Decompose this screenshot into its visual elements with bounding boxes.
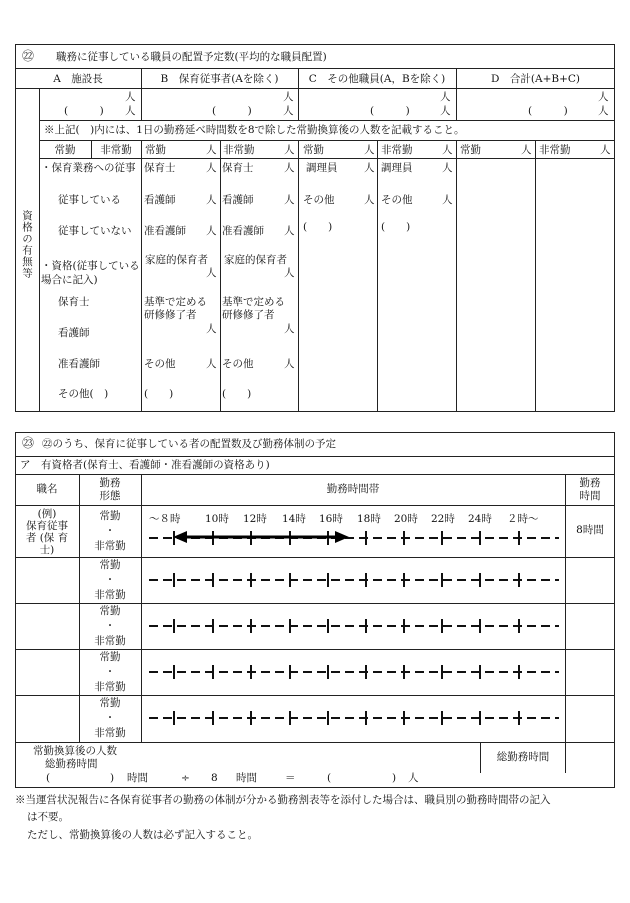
left-line-not-engaged: 従事していない [58,225,132,237]
example-form-1: 常勤 [99,510,121,522]
example-label-4: 士) [39,544,55,556]
section-22-note: ※上記( )内には、1日の勤務延べ時間数を8で除した常勤換算後の人数を記載すること。 [44,124,465,136]
c-j-chouri-unit: 人 [364,162,375,174]
b-j-hoikushi: 保育士 [144,162,176,174]
b-j-other-unit: 人 [206,358,217,370]
header-d: D 合計(A+B+C) [490,73,581,85]
formula-close-1: ) [110,772,115,784]
b-j-junkangoshi-unit: 人 [206,225,217,237]
b-h-kangoshi: 看護師 [222,194,254,206]
footnote-2: は不要。 [27,811,69,823]
example-label-1: (例) [37,508,57,520]
left-line-kangoshi: 看護師 [58,327,90,339]
time-label-9: ２時～ [507,513,539,525]
col-hours-1: 勤務 [579,477,601,489]
c-j-other: その他 [303,194,335,206]
b-j-other: その他 [144,358,176,370]
formula-persons: 人 [408,772,419,784]
c-h-other-unit: 人 [442,194,453,206]
d-joukin: 常勤 [460,144,481,156]
formula-div: ÷ [181,772,190,784]
c-h-chouri: 調理員 [381,162,413,174]
c-joukin: 常勤 [303,144,324,156]
time-label-0: ～８時 [149,513,181,525]
b-h-junkangoshi-unit: 人 [284,225,295,237]
row1-form-1: 常勤 [99,559,121,571]
b-j-katei: 家庭的保育者 [145,254,208,266]
c-hijoukin-unit: 人 [442,144,453,156]
timeline-example [141,528,565,548]
c-h-other: その他 [381,194,413,206]
a-hijoukin: 非常勤 [100,144,132,156]
a-paren: ( ) [64,105,104,117]
c-joukin-unit: 人 [364,144,375,156]
d-paren: ( ) [528,105,568,117]
b-j-kenshu-unit: 人 [206,323,217,335]
footnote-1: ※当運営状況報告に各保育従事者の勤務の体制が分かる勤務割表等を添付した場合は、職員別の勤務時間帯の記入 [15,794,551,806]
timeline-row-1 [141,570,565,590]
b-h-kangoshi-unit: 人 [284,194,295,206]
formula-close-2: ) [392,772,397,784]
left-line-hoikushi: 保育士 [58,296,90,308]
b-unit-2: 人 [283,105,294,117]
b-j-kangoshi: 看護師 [144,194,176,206]
d-unit-1: 人 [598,91,609,103]
section-22-marker: ㉒ [22,49,35,63]
b-unit-1: 人 [283,91,294,103]
d-unit-2: 人 [598,105,609,117]
time-label-4: 16時 [319,513,343,525]
header-b: B 保育従事者(Aを除く) [160,73,279,85]
row4-form-2: ・ [104,712,116,724]
total-hours-label: 総勤務時間 [496,751,550,763]
row1-form-3: 非常勤 [94,589,126,601]
formula-open-2: ( [327,772,332,784]
b-j-paren: ( ) [144,388,174,400]
formula-eight: 8 [211,772,218,784]
time-label-1: 10時 [205,513,229,525]
b-j-hoikushi-unit: 人 [206,162,217,174]
col-band: 勤務時間帯 [326,483,380,495]
example-label-2: 保育従事 [26,520,68,532]
b-joukin: 常勤 [145,144,166,156]
c-j-chouri: 調理員 [306,162,338,174]
row4-form-3: 非常勤 [94,727,126,739]
col-form-1: 勤務 [99,477,121,489]
section-22-title: 職務に従事している職員の配置予定数(平均的な職員配置) [56,51,327,63]
row1-form-2: ・ [104,574,116,586]
b-h-other: その他 [222,358,254,370]
b-j-kijun: 基準で定める [144,296,207,308]
formula-hours-1: 時間 [127,772,148,784]
row4-form-1: 常勤 [99,697,121,709]
left-line-service: ・保育業務への従事 [41,162,136,174]
left-line-junkangoshi: 准看護師 [58,358,100,370]
timeline-row-3 [141,662,565,682]
example-label-3: 者 (保 育 [25,532,69,544]
section-23-marker: ㉓ [22,436,35,450]
timeline-row-4 [141,708,565,728]
d-hijoukin-unit: 人 [600,144,611,156]
time-label-5: 18時 [357,513,381,525]
a-joukin: 常勤 [54,144,76,156]
b-j-kangoshi-unit: 人 [206,194,217,206]
formula-open-1: ( [46,772,51,784]
b-j-kenshu: 研修修了者 [144,309,197,321]
left-line-qualification-2: 場合に記入) [41,274,98,286]
row3-form-3: 非常勤 [94,681,126,693]
c-unit-1: 人 [440,91,451,103]
left-line-other: その他( ) [58,388,109,400]
time-label-7: 22時 [431,513,455,525]
d-hijoukin: 非常勤 [539,144,571,156]
example-form-3: 非常勤 [94,540,126,552]
b-hijoukin-unit: 人 [284,144,295,156]
c-j-paren: ( ) [303,221,333,233]
c-paren: ( ) [370,105,410,117]
b-j-katei-unit: 人 [206,267,217,279]
section-23-sub-a: ア 有資格者(保育士、看護師・准看護師の資格あり) [20,459,270,471]
formula-hours-2: 時間 [236,772,257,784]
b-h-kenshu: 研修修了者 [222,309,275,321]
b-joukin-unit: 人 [206,144,217,156]
section-23-title: ㉒のうち、保育に従事している者の配置数及び勤務体制の予定 [42,438,336,450]
b-h-hoikushi: 保育士 [222,162,254,174]
d-joukin-unit: 人 [521,144,532,156]
time-label-3: 14時 [282,513,306,525]
example-form-2: ・ [104,525,116,537]
time-label-2: 12時 [243,513,267,525]
summary-label-2: 総勤務時間 [45,758,98,770]
col-name: 職名 [36,483,58,495]
left-line-qualification: ・資格(従事している [41,260,140,272]
b-h-paren: ( ) [222,388,252,400]
b-h-hoikushi-unit: 人 [284,162,295,174]
c-unit-2: 人 [440,105,451,117]
footnote-3: ただし、常勤換算後の人数は必ず記入すること。 [27,829,258,841]
row3-form-2: ・ [104,666,116,678]
b-h-katei: 家庭的保育者 [224,254,287,266]
b-hijoukin: 非常勤 [223,144,255,156]
b-h-kenshu-unit: 人 [284,323,295,335]
b-paren: ( ) [212,105,252,117]
row2-form-2: ・ [104,620,116,632]
time-label-6: 20時 [394,513,418,525]
a-unit-2: 人 [125,105,136,117]
col-hours-2: 時間 [579,490,601,502]
c-h-paren: ( ) [381,221,411,233]
qualification-vertical-label: 資格の有無等 [21,210,33,279]
b-h-katei-unit: 人 [284,267,295,279]
b-h-other-unit: 人 [284,358,295,370]
example-hours: 8時間 [576,524,604,536]
timeline-row-2 [141,616,565,636]
c-hijoukin: 非常勤 [381,144,413,156]
left-line-engaged: 従事している [58,194,121,206]
header-c: C その他職員(A，Bを除く) [308,73,446,85]
c-h-chouri-unit: 人 [442,162,453,174]
formula-eq: ＝ [285,772,296,784]
header-a: A 施設長 [53,73,103,85]
summary-label-1: 常勤換算後の人数 [33,745,117,757]
row3-form-1: 常勤 [99,651,121,663]
col-form-2: 形態 [99,490,121,502]
a-unit-1: 人 [125,91,136,103]
b-h-junkangoshi: 准看護師 [222,225,264,237]
row2-form-3: 非常勤 [94,635,126,647]
b-j-junkangoshi: 准看護師 [144,225,186,237]
b-h-kijun: 基準で定める [222,296,285,308]
c-j-other-unit: 人 [364,194,375,206]
row2-form-1: 常勤 [99,605,121,617]
time-label-8: 24時 [468,513,492,525]
